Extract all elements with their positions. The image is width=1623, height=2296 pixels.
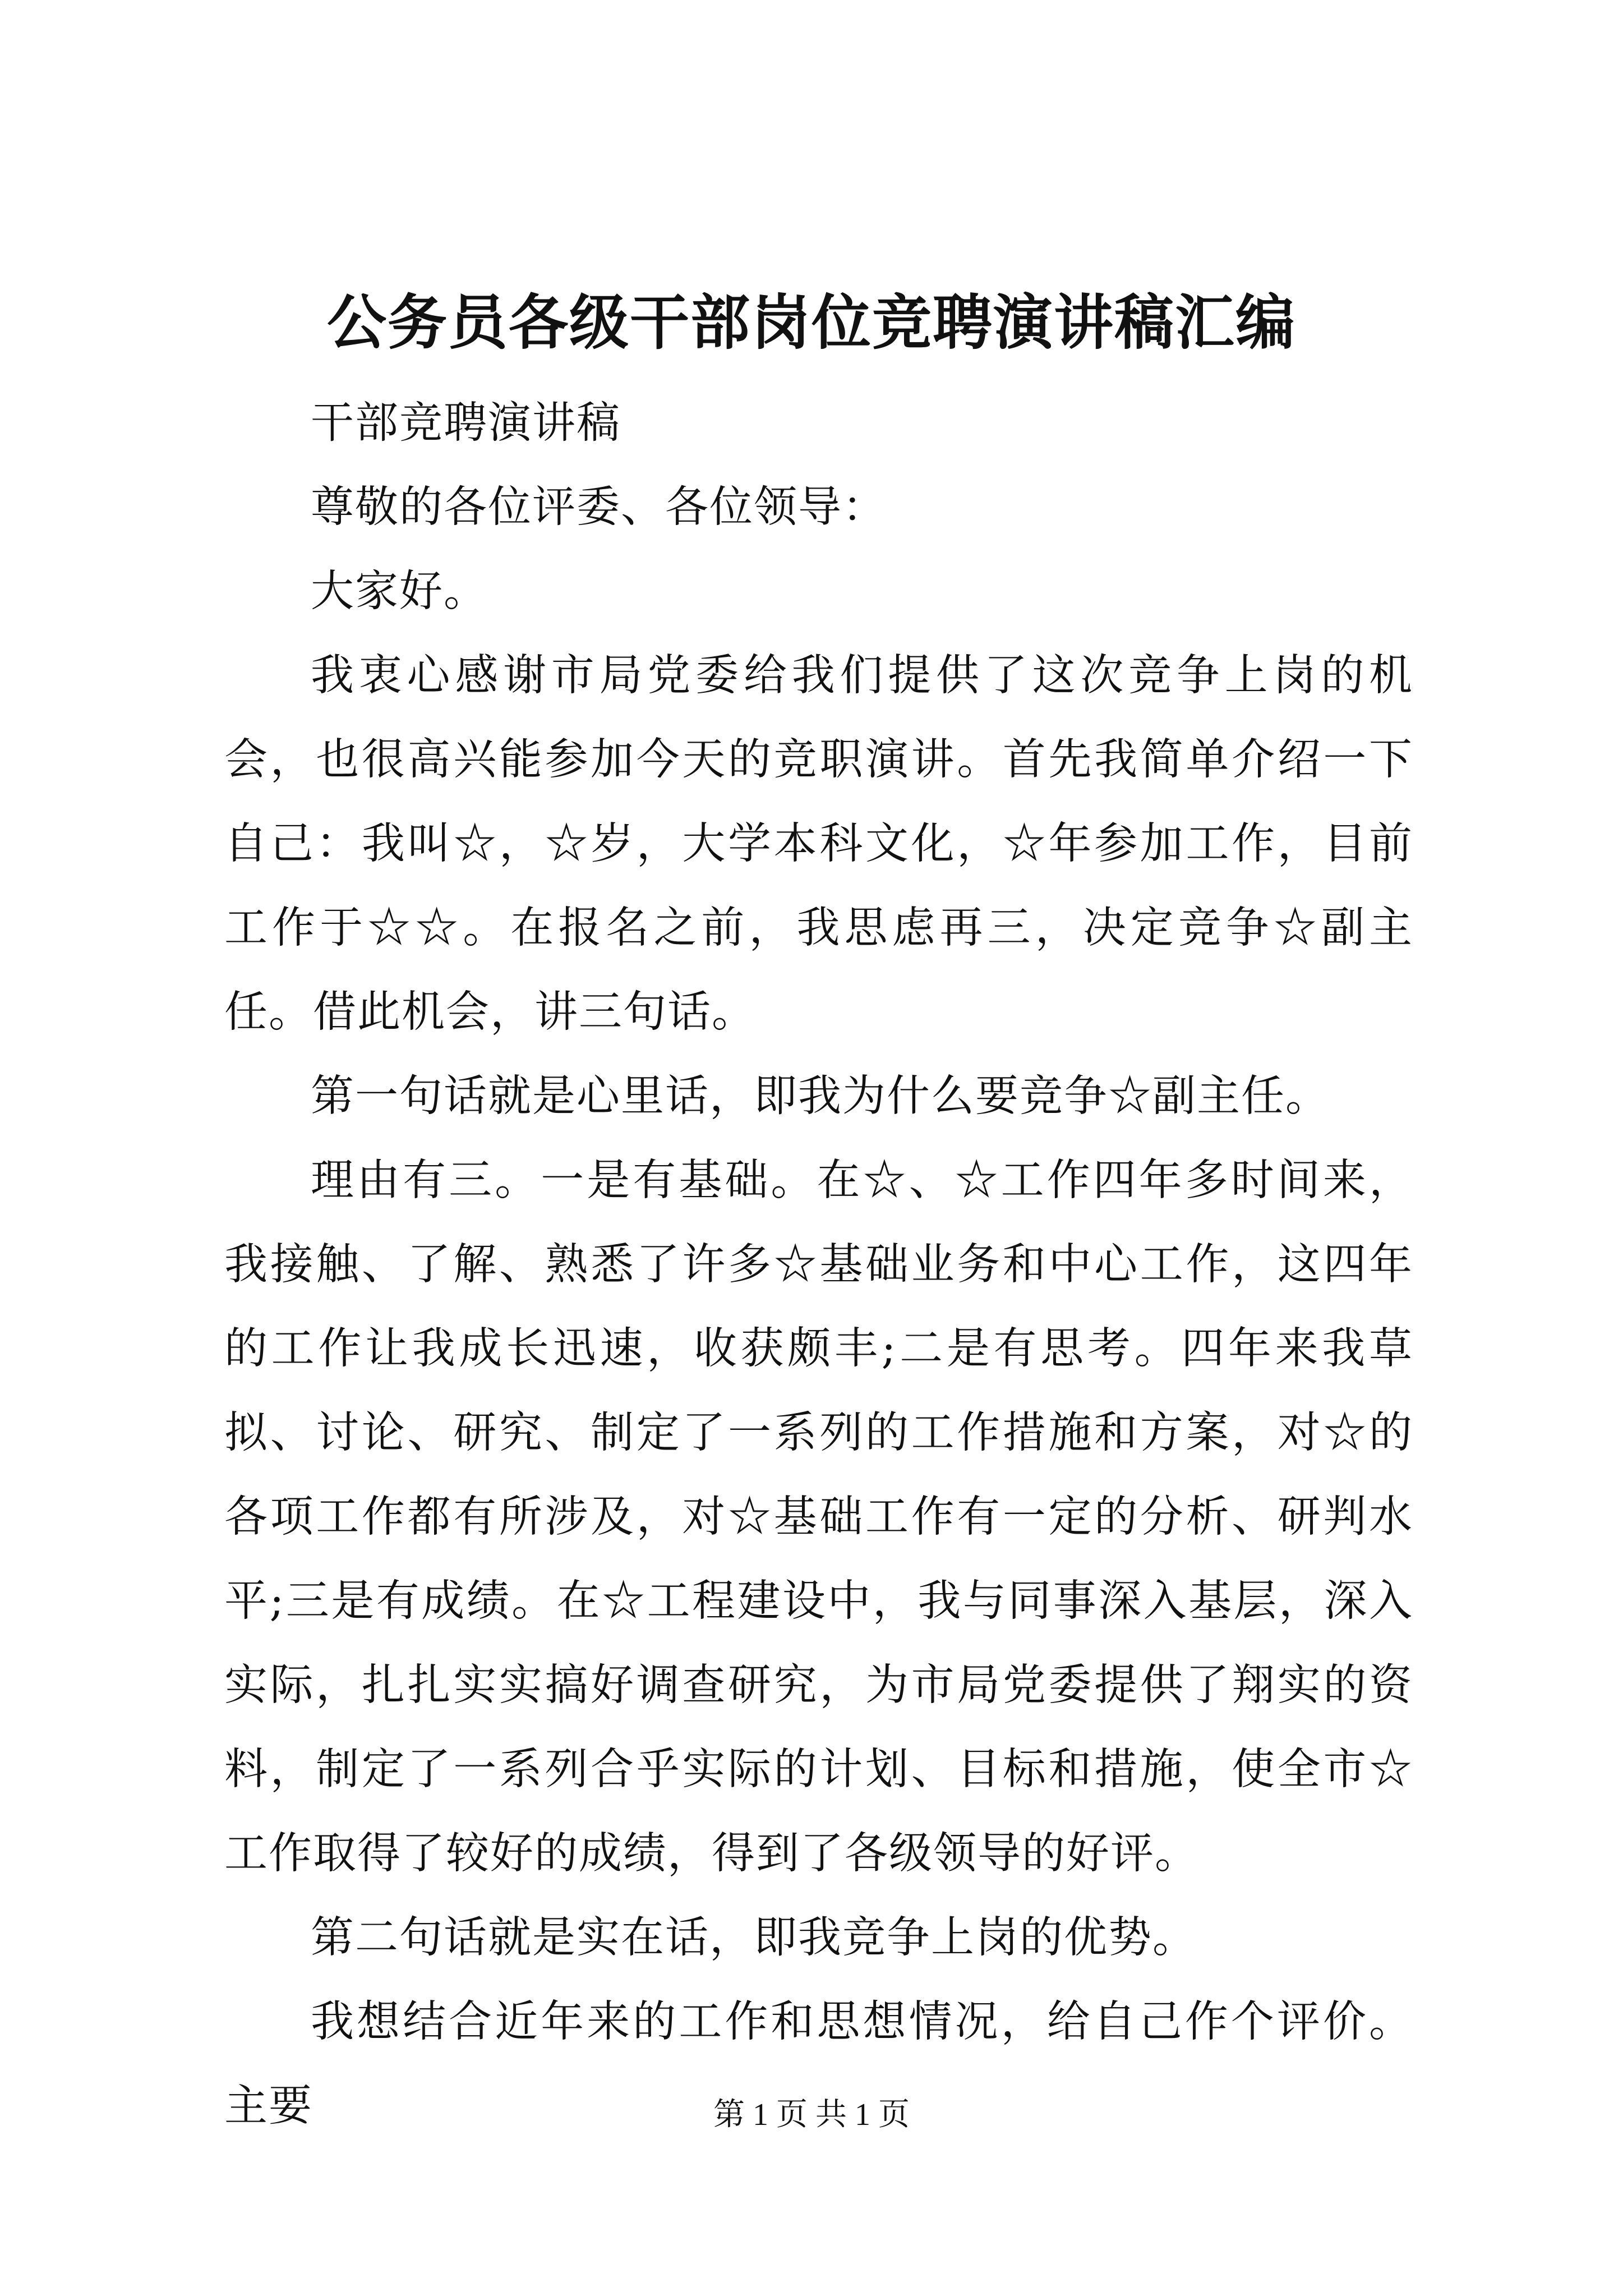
paragraph-introduction: 我衷心感谢市局党委给我们提供了这次竞争上岗的机会，也很高兴能参加今天的竞职演讲。首先我简单介绍一下自己：我叫☆，☆岁，大学本科文化，☆年参加工作，目前工作于☆☆。在报名之前，我思虑再三，决定竞争☆副主任。借此机会，讲三句话。 — [224, 651, 1413, 1037]
paragraph-greeting: 大家好。 — [311, 567, 488, 616]
paragraph-salutation: 尊敬的各位评委、各位领导： — [311, 482, 887, 532]
document-title: 公务员各级干部岗位竞聘演讲稿汇编 — [327, 287, 1296, 357]
paragraph-second-point: 第二句话就是实在话，即我竞争上岗的优势。 — [311, 1913, 1197, 1963]
paragraph-self-evaluation: 我想结合近年来的工作和思想情况，给自己作个评价。主要 — [224, 1997, 1413, 2131]
paragraph-first-point: 第一句话就是心里话，即我为什么要竞争☆副主任。 — [311, 1071, 1330, 1121]
page-footer: 第 1 页 共 1 页 — [713, 2097, 910, 2132]
document-body — [224, 381, 1413, 2148]
paragraph-subtitle: 干部竞聘演讲稿 — [311, 398, 621, 448]
paragraph-reasons: 理由有三。一是有基础。在☆、☆工作四年多时间来，我接触、了解、熟悉了许多☆基础业务和中心工作，这四年的工作让我成长迅速，收获颇丰;二是有思考。四年来我草拟、讨论、研究、制定了一系列的工作措施和方案，对☆的各项工作都有所涉及，对☆基础工作有一定的分析、研判水平;三是有成绩。在☆工程建设中，我与同事深入基层，深入实际，扎扎实实搞好调查研究，为市局党委提供了翔实的资料，制定了一系列合乎实际的计划、目标和措施，使全市☆工作取得了较好的成绩，得到了各级领导的好评。 — [224, 1156, 1413, 1879]
